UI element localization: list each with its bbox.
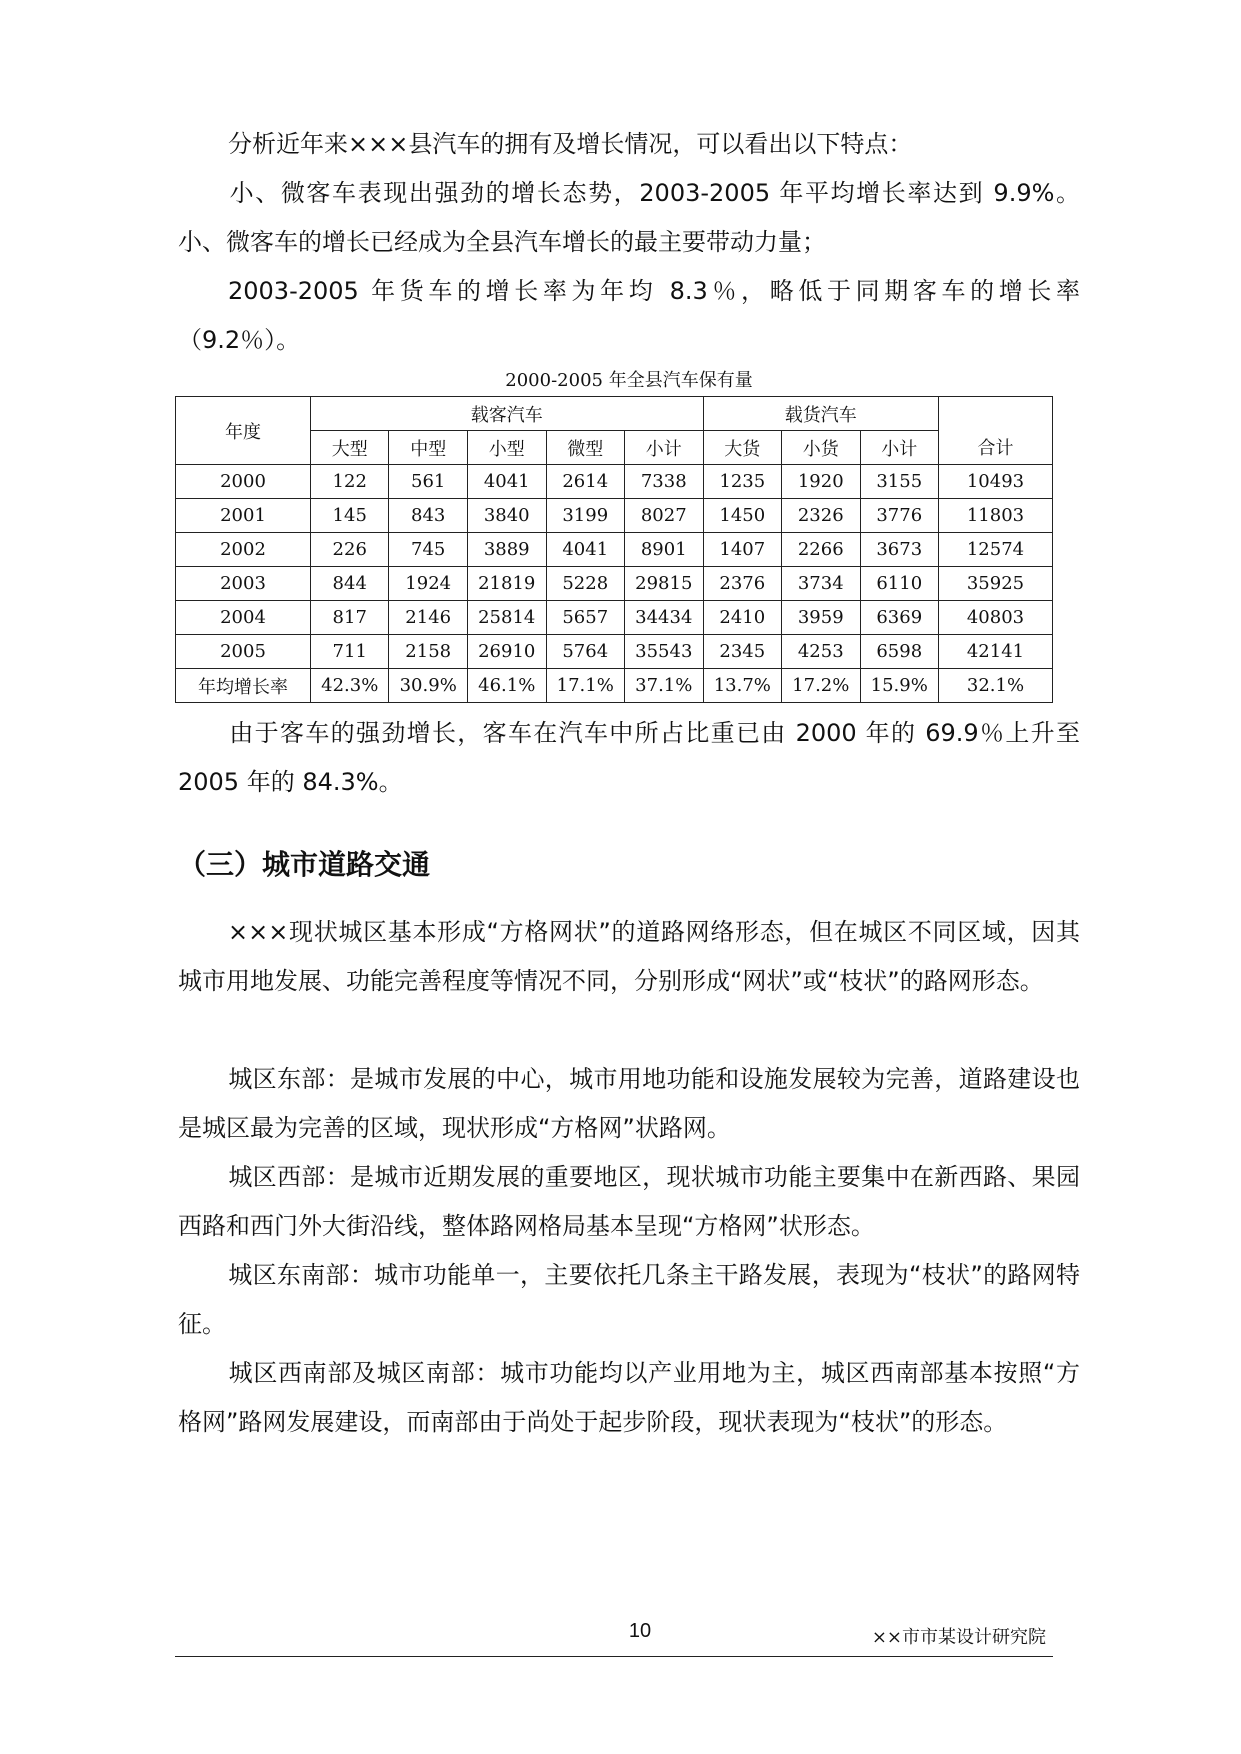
table-cell: 2266 [782, 533, 860, 567]
table-cell: 42.3% [311, 669, 389, 703]
table-cell: 6598 [860, 635, 939, 669]
table-header-row [176, 397, 1053, 431]
paragraph-network-overview [178, 908, 1080, 1006]
table-cell: 1450 [703, 499, 781, 533]
table-cell: 2158 [389, 635, 467, 669]
paragraph-east-text: 城区东部：是城市发展的中心，城市用地功能和设施发展较为完善，道路建设也是城区最为完善的区域，现状形成“方格网”状路网。 [178, 1065, 1080, 1142]
header-total: 合计 [939, 397, 1053, 465]
subheader-cell: 小计 [860, 431, 939, 465]
table-cell: 2146 [389, 601, 467, 635]
table-row [176, 567, 1053, 601]
table-cell: 1235 [703, 465, 781, 499]
table-cell: 7338 [624, 465, 703, 499]
table-cell: 30.9% [389, 669, 467, 703]
row-label-cell: 年均增长率 [176, 669, 311, 703]
header-passenger: 载客汽车 [311, 397, 704, 431]
table-row [176, 669, 1053, 703]
paragraph-share-change [178, 709, 1080, 807]
table-cell: 15.9% [860, 669, 939, 703]
row-label-cell: 2001 [176, 499, 311, 533]
row-label-cell: 2005 [176, 635, 311, 669]
subheader-cell: 小型 [467, 431, 546, 465]
row-label-cell: 2004 [176, 601, 311, 635]
table-cell: 37.1% [624, 669, 703, 703]
table-cell: 3734 [782, 567, 860, 601]
header-year: 年度 [176, 397, 311, 465]
table-cell: 817 [311, 601, 389, 635]
table-cell: 17.1% [546, 669, 624, 703]
table-cell: 2614 [546, 465, 624, 499]
table-cell: 17.2% [782, 669, 860, 703]
paragraph-east [178, 1055, 1080, 1153]
table-cell: 1920 [782, 465, 860, 499]
table-cell: 3673 [860, 533, 939, 567]
table-row [176, 465, 1053, 499]
paragraph-southeast [178, 1251, 1080, 1349]
table-cell: 35543 [624, 635, 703, 669]
table-cell: 2376 [703, 567, 781, 601]
header-freight: 载货汽车 [703, 397, 938, 431]
table-cell: 40803 [939, 601, 1053, 635]
paragraph-network-overview-text: ×××现状城区基本形成“方格网状”的道路网络形态，但在城区不同区域，因其城市用地发展、功能完善程度等情况不同，分别形成“网状”或“枝状”的路网形态。 [178, 918, 1080, 995]
subheader-cell: 大货 [703, 431, 781, 465]
table-cell: 25814 [467, 601, 546, 635]
table-cell: 745 [389, 533, 467, 567]
subheader-cell: 中型 [389, 431, 467, 465]
table-cell: 843 [389, 499, 467, 533]
table-cell: 3155 [860, 465, 939, 499]
table-cell: 29815 [624, 567, 703, 601]
table-cell: 21819 [467, 567, 546, 601]
section-heading: （三）城市道路交通 [178, 848, 431, 881]
paragraph-passenger-growth [178, 169, 1080, 267]
table-row [176, 499, 1053, 533]
paragraph-intro-text: 分析近年来×××县汽车的拥有及增长情况，可以看出以下特点： [228, 130, 913, 158]
paragraph-freight-growth [178, 267, 1080, 365]
row-label-cell: 2002 [176, 533, 311, 567]
paragraph-intro [178, 120, 1080, 169]
table-cell: 11803 [939, 499, 1053, 533]
table-cell: 145 [311, 499, 389, 533]
table-cell: 2345 [703, 635, 781, 669]
table-cell: 10493 [939, 465, 1053, 499]
table-caption: 2000-2005 年全县汽车保有量 [505, 370, 753, 391]
table-cell: 3959 [782, 601, 860, 635]
table-cell: 3199 [546, 499, 624, 533]
footer-divider [175, 1656, 1053, 1657]
table-cell: 34434 [624, 601, 703, 635]
paragraph-southwest-south [178, 1349, 1080, 1447]
table-cell: 226 [311, 533, 389, 567]
table-cell: 8901 [624, 533, 703, 567]
table-cell: 711 [311, 635, 389, 669]
table-cell: 6110 [860, 567, 939, 601]
subheader-cell: 小货 [782, 431, 860, 465]
table-cell: 46.1% [467, 669, 546, 703]
table-cell: 122 [311, 465, 389, 499]
table-cell: 35925 [939, 567, 1053, 601]
table-cell: 32.1% [939, 669, 1053, 703]
table-row [176, 601, 1053, 635]
subheader-cell: 小计 [624, 431, 703, 465]
table-cell: 4041 [467, 465, 546, 499]
table-cell: 3840 [467, 499, 546, 533]
paragraph-west [178, 1153, 1080, 1251]
table-cell: 5764 [546, 635, 624, 669]
table-cell: 6369 [860, 601, 939, 635]
paragraph-freight-growth-text: 2003-2005 年货车的增长率为年均 8.3％，略低于同期客车的增长率（9.2％）。 [178, 277, 1080, 354]
subheader-cell: 大型 [311, 431, 389, 465]
table-cell: 844 [311, 567, 389, 601]
page-number: 10 [628, 1620, 652, 1642]
table-row [176, 635, 1053, 669]
row-label-cell: 2003 [176, 567, 311, 601]
table-cell: 4041 [546, 533, 624, 567]
table-cell: 2410 [703, 601, 781, 635]
paragraph-share-change-text: 由于客车的强劲增长，客车在汽车中所占比重已由 2000 年的 69.9％上升至 2005 年的 84.3%。 [178, 719, 1080, 796]
table-body [176, 465, 1053, 703]
subheader-cell: 微型 [546, 431, 624, 465]
table-cell: 42141 [939, 635, 1053, 669]
table-cell: 8027 [624, 499, 703, 533]
paragraph-west-text: 城区西部：是城市近期发展的重要地区，现状城市功能主要集中在新西路、果园西路和西门外大街沿线，整体路网格局基本呈现“方格网”状形态。 [178, 1163, 1080, 1240]
table-cell: 3889 [467, 533, 546, 567]
row-label-cell: 2000 [176, 465, 311, 499]
paragraph-southwest-south-text: 城区西南部及城区南部：城市功能均以产业用地为主，城区西南部基本按照“方格网”路网发展建设，而南部由于尚处于起步阶段，现状表现为“枝状”的形态。 [178, 1359, 1080, 1436]
table-cell: 2326 [782, 499, 860, 533]
table-cell: 12574 [939, 533, 1053, 567]
paragraph-passenger-growth-text: 小、微客车表现出强劲的增长态势，2003-2005 年平均增长率达到 9.9%。小、微客车的增长已经成为全县汽车增长的最主要带动力量； [178, 179, 1080, 256]
table-cell: 26910 [467, 635, 546, 669]
table-cell: 561 [389, 465, 467, 499]
organization-name: ××市市某设计研究院 [871, 1627, 1046, 1648]
table-cell: 3776 [860, 499, 939, 533]
table-row [176, 533, 1053, 567]
table-cell: 5228 [546, 567, 624, 601]
table-cell: 13.7% [703, 669, 781, 703]
table-cell: 4253 [782, 635, 860, 669]
vehicle-ownership-table [175, 396, 1053, 703]
paragraph-southeast-text: 城区东南部：城市功能单一，主要依托几条主干路发展，表现为“枝状”的路网特征。 [178, 1261, 1080, 1338]
table-cell: 1407 [703, 533, 781, 567]
table-cell: 5657 [546, 601, 624, 635]
table-cell: 1924 [389, 567, 467, 601]
